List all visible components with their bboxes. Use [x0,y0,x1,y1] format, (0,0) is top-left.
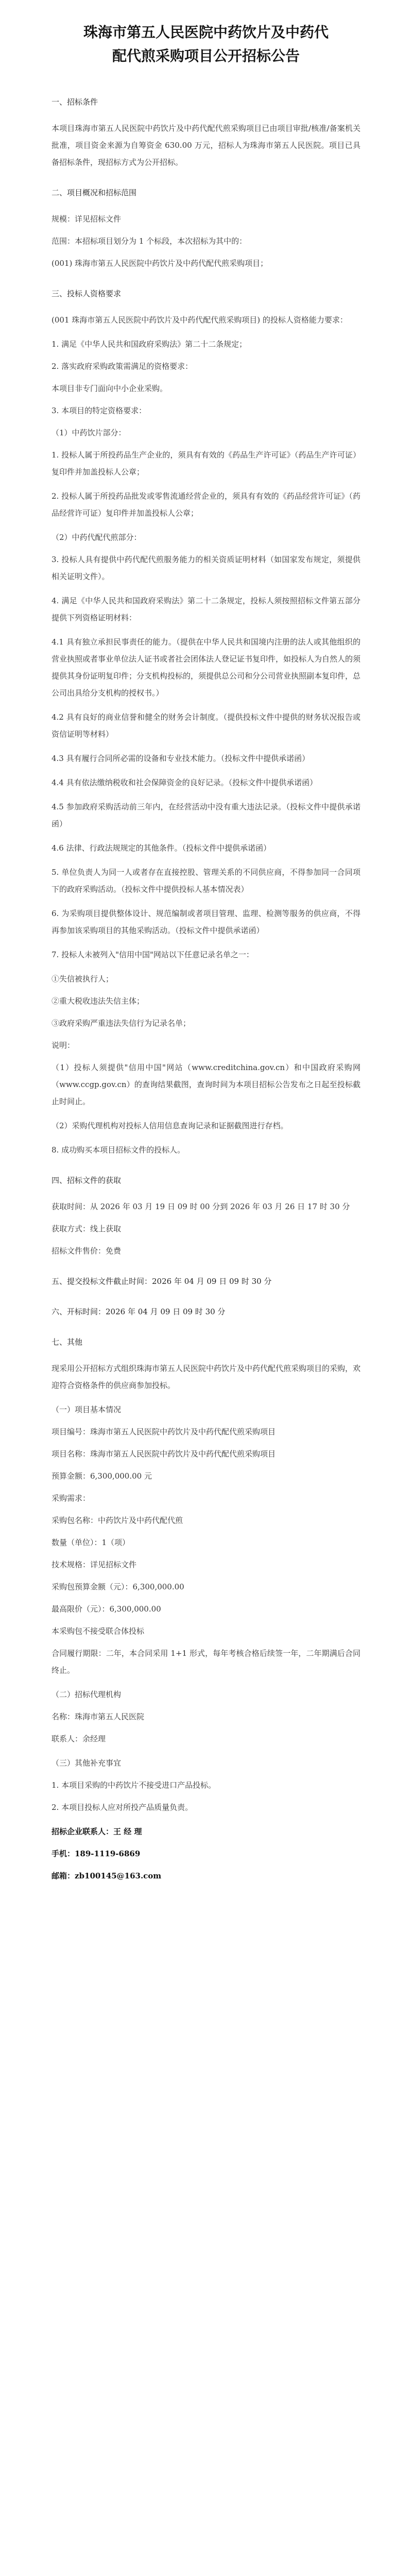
paragraph: 8. 成功购买本项目招标文件的投标人。 [52,1145,185,1155]
paragraph: （二）招标代理机构 [52,1690,122,1699]
paragraph: 7. 投标人未被列入"信用中国"网站以下任意记录名单之一： [52,950,254,959]
paragraph: 现采用公开招标方式组织珠海市第五人民医院中药饮片及中药代配代煎采购项目的采购，欢迎符合资格条件的供应商参加投标。 [52,1364,361,1390]
paragraph: 最高限价（元）：6,300,000.00 [52,1604,161,1614]
paragraph: 4.5 参加政府采购活动前三年内，在经营活动中没有重大违法记录。（投标文件中提供承诺函） [52,802,360,828]
paragraph: 获取方式：线上获取 [52,1224,122,1233]
section-heading-2: 二、项目概况和招标范围 [52,188,137,197]
section-heading-7: 七、其他 [52,1337,83,1347]
paragraph: 采购包预算金额（元）：6,300,000.00 [52,1582,184,1591]
section-heading-6: 六、开标时间：2026 年 04 月 09 日 09 时 30 分 [52,1307,226,1316]
paragraph: 采购需求： [52,1494,91,1503]
paragraph: （2）采购代理机构对投标人信用信息查询记录和证据截图进行存档。 [52,1121,288,1130]
paragraph: 3. 投标人具有提供中药代配代煎服务能力的相关资质证明材料（如国家发布规定，须提供相关证明文件）。 [52,555,360,581]
paragraph: 4.2 具有良好的商业信誉和健全的财务会计制度。（提供投标文件中提供的财务状况报告或资信证明等材料） [52,713,360,739]
paragraph: 2. 本项目投标人应对所投产品质量负责。 [52,1803,193,1812]
page-title: 珠海市第五人民医院中药饮片及中药代配代煎采购项目公开招标公告 [83,24,329,64]
section-heading-1: 一、招标条件 [52,97,98,107]
paragraph: 招标文件售价：免费 [52,1246,122,1256]
paragraph: 本项目非专门面向中小企业采购。 [52,384,168,393]
paragraph: 2. 投标人属于所投药品批发或零售流通经营企业的，须具有有效的《药品经营许可证》（药品经营许可证）复印件并加盖投标人公章； [52,492,360,518]
paragraph: 预算金额：6,300,000.00 元 [52,1471,152,1481]
paragraph: 1. 本项目采购的中药饮片不接受进口产品投标。 [52,1781,216,1790]
paragraph: (001 珠海市第五人民医院中药饮片及中药代配代煎采购项目) 的投标人资格能力要求： [52,315,348,325]
paragraph: 本采购包不接受联合体投标 [52,1626,145,1636]
paragraph: 5. 单位负责人为同一人或者存在直接控股、管理关系的不同供应商，不得参加同一合同项下的政府采购活动。（投标文件中提供投标人基本情况表） [52,868,360,894]
paragraph: 合同履行期限：二年，本合同采用 1+1 形式，每年考核合格后续签一年，二年期满后合同终止。 [52,1649,360,1675]
contact-email: 邮箱：zb100145@163.com [52,1871,162,1880]
paragraph: (001) 珠海市第五人民医院中药饮片及中药代配代煎采购项目； [52,259,268,268]
paragraph: 名称：珠海市第五人民医院 [52,1712,145,1721]
paragraph: ①失信被执行人； [52,974,114,984]
contact-phone: 手机：189-1119-6869 [52,1849,141,1858]
paragraph: 4.6 法律、行政法规规定的其他条件。（投标文件中提供承诺函） [52,843,271,853]
paragraph: 范围：本招标项目划分为 1 个标段，本次招标为其中的： [52,236,247,246]
paragraph: ②重大税收违法失信主体； [52,996,145,1006]
section-heading-5: 五、提交投标文件截止时间：2026 年 04 月 09 日 09 时 30 分 [52,1277,272,1286]
paragraph: 项目名称：珠海市第五人民医院中药饮片及中药代配代煎采购项目 [52,1449,276,1459]
paragraph: 1. 满足《中华人民共和国政府采购法》第二十二条规定； [52,340,247,349]
paragraph: 联系人：余经理 [52,1734,106,1743]
paragraph: 4.4 具有依法缴纳税收和社会保障资金的良好记录。（投标文件中提供承诺函） [52,778,318,787]
paragraph: （一）项目基本情况 [52,1405,122,1414]
paragraph: 3. 本项目的特定资格要求： [52,406,147,415]
paragraph: （三）其他补充事宜 [52,1758,122,1768]
paragraph: 说明： [52,1041,75,1050]
paragraph: 4. 满足《中华人民共和国政府采购法》第二十二条规定，投标人须按照招标文件第五部分提供下列资格证明材料： [52,596,360,622]
contact-name: 招标企业联系人：王 经 理 [52,1827,142,1836]
paragraph: 获取时间：从 2026 年 03 月 19 日 09 时 00 分到 2026 年 03 月 26 日 17 时 30 分 [52,1202,350,1211]
paragraph: ③政府采购严重违法失信行为记录名单； [52,1019,191,1028]
paragraph: 技术规格：详见招标文件 [52,1560,137,1569]
paragraph: 项目编号：珠海市第五人民医院中药饮片及中药代配代煎采购项目 [52,1427,276,1436]
paragraph: 规模：详见招标文件 [52,214,122,224]
section-heading-4: 四、招标文件的获取 [52,1176,122,1185]
paragraph: 1. 投标人属于所投药品生产企业的，须具有有效的《药品生产许可证》（药品生产许可证）复印件并加盖投标人公章； [52,450,360,477]
paragraph: （1）投标人须提供"信用中国"网站（www.creditchina.gov.cn）和中国政府采购网（www.ccgp.gov.cn）的查询结果截图，查询时间为本项目招标公告发布之日起至投标截止时间止。 [52,1063,360,1106]
paragraph: 数量（单位）：1（项） [52,1538,130,1547]
paragraph: 6. 为采购项目提供整体设计、规范编制或者项目管理、监理、检测等服务的供应商，不得再参加该采购项目的其他采购活动。（投标文件中提供承诺函） [52,909,360,935]
paragraph: 4.1 具有独立承担民事责任的能力。（提供在中华人民共和国境内注册的法人或其他组织的营业执照或者事业单位法人证书或者社会团体法人登记证书复印件，如投标人为自然人的须提供其身份证明复印件；分支机构投标的，须提供总公司和分公司营业执照副本复印件，总公司出具给分支机构的授权书。） [52,637,361,698]
paragraph: 采购包名称：中药饮片及中药代配代煎 [52,1516,183,1525]
section-heading-3: 三、投标人资格要求 [52,289,122,298]
paragraph: （2）中药代配代煎部分： [52,533,142,542]
paragraph: 2. 落实政府采购政策需满足的资格要求： [52,362,193,371]
paragraph: 本项目珠海市第五人民医院中药饮片及中药代配代煎采购项目已由项目审批/核准/备案机关批准，项目资金来源为自筹资金 630.00 万元，招标人为珠海市第五人民医院。项目已具备招标条件，现招标方式为公开招标。 [52,124,360,167]
paragraph: 4.3 具有履行合同所必需的设备和专业技术能力。（投标文件中提供承诺函） [52,754,310,763]
paragraph: （1）中药饮片部分： [52,428,126,437]
